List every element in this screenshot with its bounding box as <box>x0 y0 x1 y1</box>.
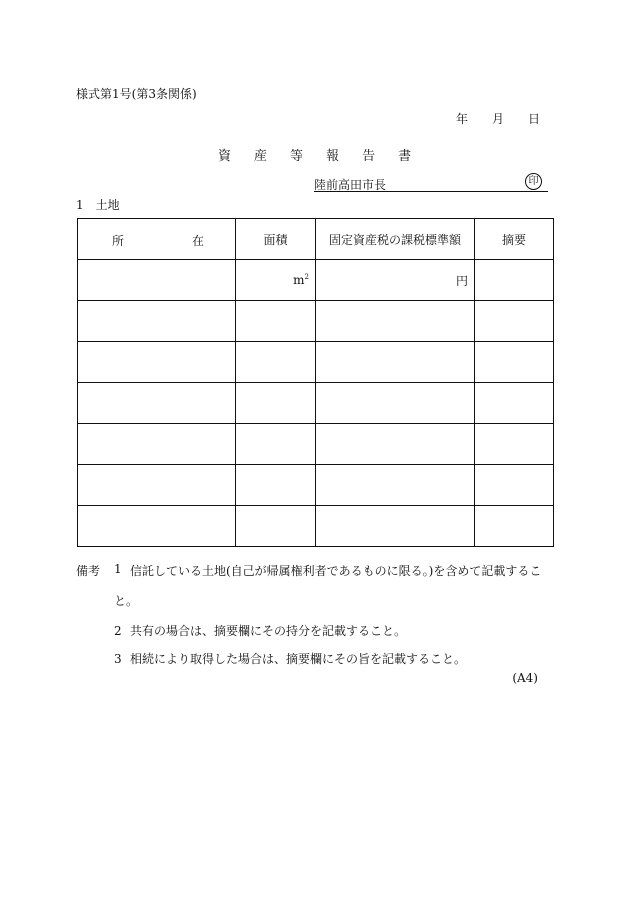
title-char: 報 <box>326 149 340 164</box>
recipient-name: 陸前高田市長 <box>314 178 387 192</box>
note-2 <box>114 622 406 639</box>
area-cell[interactable] <box>236 506 316 547</box>
table-row <box>78 465 554 506</box>
table-row <box>78 424 554 465</box>
note-1-continuation: と。 <box>114 594 139 608</box>
title-char: 産 <box>254 149 268 164</box>
seal-mark: 印 <box>525 173 542 190</box>
area-unit: $m^2$ <box>293 273 309 287</box>
tax-value-cell[interactable] <box>316 383 475 424</box>
paper-size-label: (A4) <box>512 671 538 685</box>
date-month-label: 月 <box>492 112 505 126</box>
yen-unit: 円 <box>455 273 468 288</box>
area-cell[interactable] <box>236 301 316 342</box>
section-number: 1 <box>76 198 84 212</box>
note-1-number: 1 <box>114 562 122 576</box>
header-location-a: 所 <box>112 234 125 248</box>
remarks-cell[interactable] <box>475 342 554 383</box>
section-title <box>76 196 120 213</box>
section-label: 土地 <box>95 198 120 212</box>
location-cell[interactable] <box>78 465 236 506</box>
remarks-cell[interactable] <box>475 260 554 301</box>
area-cell[interactable] <box>236 465 316 506</box>
area-cell[interactable] <box>236 260 316 301</box>
table-row <box>78 506 554 547</box>
remarks-cell[interactable] <box>475 301 554 342</box>
remarks-cell[interactable] <box>475 383 554 424</box>
header-tax-value: 固定資産税の課税標準額 <box>316 219 475 260</box>
note-3-text: 相続により取得した場合は、摘要欄にその旨を記載すること。 <box>130 652 467 666</box>
table-row <box>78 342 554 383</box>
date-year-label: 年 <box>456 112 469 126</box>
tax-value-cell[interactable] <box>316 260 475 301</box>
remarks-cell[interactable] <box>475 465 554 506</box>
land-table <box>77 218 554 547</box>
note-3 <box>114 650 466 667</box>
location-cell[interactable] <box>78 424 236 465</box>
notes-label: 備考 <box>76 564 101 578</box>
tax-value-cell[interactable] <box>316 301 475 342</box>
location-cell[interactable] <box>78 301 236 342</box>
tax-value-cell[interactable] <box>316 342 475 383</box>
location-cell[interactable] <box>78 383 236 424</box>
date-day-label: 日 <box>528 112 541 126</box>
document-title <box>218 145 434 164</box>
header-location-b: 在 <box>192 234 205 248</box>
tax-value-cell[interactable] <box>316 506 475 547</box>
title-char: 書 <box>398 149 412 164</box>
title-char: 等 <box>290 149 304 164</box>
table-header-row <box>78 219 554 260</box>
location-cell[interactable] <box>78 342 236 383</box>
tax-value-cell[interactable] <box>316 465 475 506</box>
recipient-line <box>314 176 548 192</box>
note-3-number: 3 <box>114 652 122 666</box>
area-cell[interactable] <box>236 342 316 383</box>
location-cell[interactable] <box>78 506 236 547</box>
note-2-number: 2 <box>114 624 122 638</box>
header-location <box>78 219 236 260</box>
location-cell[interactable] <box>78 260 236 301</box>
area-cell[interactable] <box>236 424 316 465</box>
table-row <box>78 260 554 301</box>
header-remarks: 摘要 <box>475 219 554 260</box>
date-line <box>456 110 540 127</box>
table-row <box>78 383 554 424</box>
tax-value-cell[interactable] <box>316 424 475 465</box>
note-2-text: 共有の場合は、摘要欄にその持分を記載すること。 <box>130 624 407 638</box>
header-area: 面積 <box>236 219 316 260</box>
remarks-cell[interactable] <box>475 424 554 465</box>
remarks-cell[interactable] <box>475 506 554 547</box>
title-char: 告 <box>362 149 376 164</box>
area-cell[interactable] <box>236 383 316 424</box>
title-char: 資 <box>218 149 232 164</box>
table-row <box>78 301 554 342</box>
form-number: 様式第1号(第3条関係) <box>76 87 197 101</box>
note-1-text: 信託している土地(自己が帰属権利者であるものに限る。)を含めて記載するこ <box>130 564 542 578</box>
